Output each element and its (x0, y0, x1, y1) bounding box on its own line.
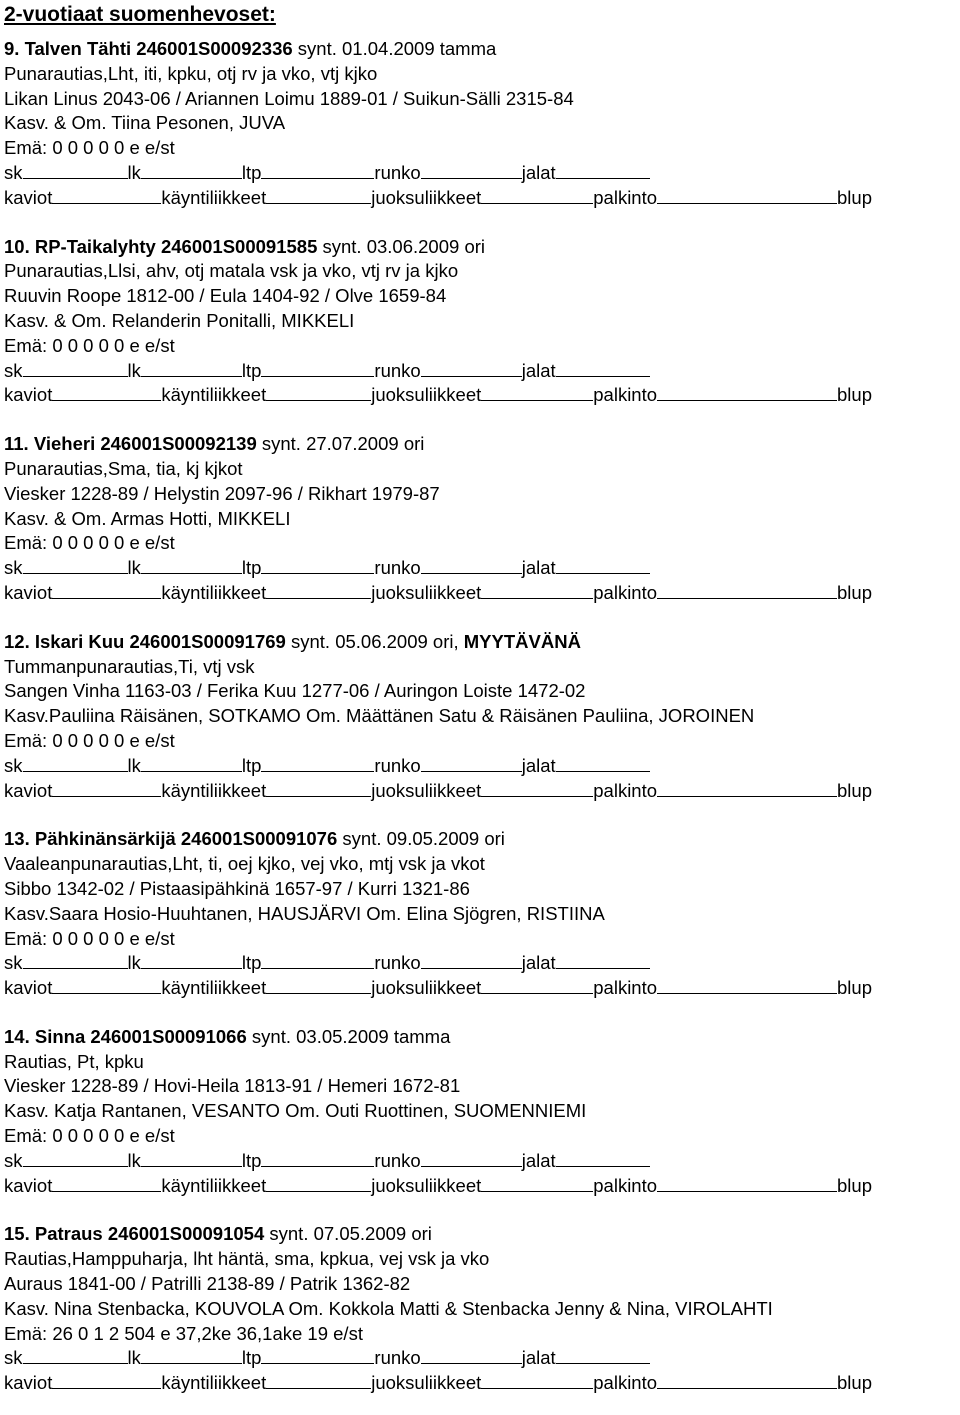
field-label: jalat (521, 359, 556, 381)
fill-in-blank[interactable] (261, 375, 374, 377)
fill-in-blank[interactable] (141, 967, 242, 969)
field-label: palkinto (593, 1372, 658, 1394)
field-label: jalat (521, 557, 556, 579)
score-row-2 (4, 186, 956, 211)
field-label: palkinto (593, 384, 658, 406)
horse-entry (4, 1025, 956, 1223)
horse-entry (4, 235, 956, 433)
horse-entry (4, 630, 956, 828)
entry-spacer (4, 408, 956, 432)
score-row-1 (4, 951, 956, 976)
field-label: ltp (241, 1149, 262, 1171)
entry-number: 10. (4, 235, 30, 257)
score-row-1 (4, 1149, 956, 1174)
entry-header (4, 37, 956, 62)
entry-header (4, 1222, 956, 1247)
fill-in-blank[interactable] (556, 572, 650, 574)
field-label: ltp (241, 1347, 262, 1369)
entry-pedigree: Ruuvin Roope 1812-00 / Eula 1404-92 / Olve 1659-84 (4, 285, 447, 307)
field-label: lk (127, 1347, 141, 1369)
entry-spacer (4, 1001, 956, 1025)
fill-in-blank[interactable] (261, 177, 374, 179)
fill-in-blank[interactable] (266, 992, 371, 994)
entry-color: Rautias,Hamppuharja, lht häntä, sma, kpkua, vej vsk ja vko (4, 1248, 490, 1270)
entry-header (4, 630, 956, 655)
entry-owner: Kasv.Saara Hosio-Huuhtanen, HAUSJÄRVI Om. Elina Sjögren, RISTIINA (4, 902, 605, 924)
field-label: käyntiliikkeet (161, 977, 267, 999)
fill-in-blank[interactable] (261, 770, 374, 772)
field-label: kaviot (4, 779, 53, 801)
fill-in-blank[interactable] (556, 770, 650, 772)
fill-in-blank[interactable] (421, 375, 522, 377)
entry-owner: Kasv. & Om. Tiina Pesonen, JUVA (4, 112, 286, 134)
entry-owner: Kasv. & Om. Relanderin Ponitalli, MIKKELI (4, 309, 355, 331)
fill-in-blank[interactable] (421, 1362, 522, 1364)
entry-spacer (4, 1198, 956, 1222)
field-label: sk (4, 952, 23, 974)
field-label: kaviot (4, 977, 53, 999)
field-label: sk (4, 557, 23, 579)
field-label: palkinto (593, 1174, 658, 1196)
field-label: blup (837, 977, 872, 999)
field-label: lk (127, 557, 141, 579)
field-label: blup (837, 779, 872, 801)
fill-in-blank[interactable] (23, 1362, 128, 1364)
birth-info: synt. 27.07.2009 ori (256, 433, 425, 455)
fill-in-blank[interactable] (261, 1165, 374, 1167)
score-row-2 (4, 581, 956, 606)
entry-spacer (4, 211, 956, 235)
fill-in-blank[interactable] (421, 770, 522, 772)
fill-in-blank[interactable] (481, 1387, 593, 1389)
horse-entry (4, 37, 956, 235)
score-row-2 (4, 383, 956, 408)
entry-header (4, 1025, 956, 1050)
field-label: käyntiliikkeet (161, 186, 267, 208)
field-label: runko (374, 557, 421, 579)
field-label: runko (374, 359, 421, 381)
fill-in-blank[interactable] (52, 1387, 161, 1389)
score-row-1 (4, 161, 956, 186)
field-label: käyntiliikkeet (161, 1174, 267, 1196)
field-label: sk (4, 1347, 23, 1369)
fill-in-blank[interactable] (556, 967, 650, 969)
field-label: blup (837, 581, 872, 603)
horse-name: Talven Tähti 246001S00092336 (24, 38, 293, 59)
field-label: jalat (521, 1149, 556, 1171)
field-label: blup (837, 1174, 872, 1196)
field-label: juoksuliikkeet (371, 1372, 482, 1394)
field-label: blup (837, 1372, 872, 1394)
fill-in-blank[interactable] (23, 1165, 128, 1167)
field-label: runko (374, 1347, 421, 1369)
entry-header (4, 827, 956, 852)
fill-in-blank[interactable] (657, 1387, 837, 1389)
fill-in-blank[interactable] (52, 399, 161, 401)
field-label: juoksuliikkeet (371, 186, 482, 208)
fill-in-blank[interactable] (481, 597, 593, 599)
entry-pedigree: Viesker 1228-89 / Hovi-Heila 1813-91 / Hemeri 1672-81 (4, 1075, 461, 1097)
field-label: palkinto (593, 779, 658, 801)
entry-color: Punarautias,Llsi, ahv, otj matala vsk ja vko, vtj rv ja kjko (4, 260, 459, 282)
fill-in-blank[interactable] (266, 202, 371, 204)
field-label: juoksuliikkeet (371, 1174, 482, 1196)
entry-number: 11. (4, 433, 29, 455)
fill-in-blank[interactable] (23, 770, 128, 772)
horse-entry (4, 432, 956, 630)
entry-number: 15. (4, 1223, 30, 1245)
field-label: palkinto (593, 581, 658, 603)
field-label: ltp (241, 161, 262, 183)
field-label: runko (374, 754, 421, 776)
entry-pedigree: Sangen Vinha 1163-03 / Ferika Kuu 1277-06 / Auringon Loiste 1472-02 (4, 680, 586, 702)
entry-pedigree: Viesker 1228-89 / Helystin 2097-96 / Rikhart 1979-87 (4, 482, 440, 504)
field-label: blup (837, 384, 872, 406)
entry-ema: Emä: 26 0 1 2 504 e 37,2ke 36,1ake 19 e/st (4, 1322, 363, 1344)
fill-in-blank[interactable] (266, 399, 371, 401)
entry-number: 12. (4, 630, 30, 652)
field-label: lk (127, 754, 141, 776)
fill-in-blank[interactable] (141, 375, 242, 377)
horse-name: Pähkinänsärkijä 246001S00091076 (34, 828, 338, 850)
field-label: juoksuliikkeet (371, 977, 482, 999)
field-label: kaviot (4, 1174, 53, 1196)
fill-in-blank[interactable] (141, 770, 242, 772)
fill-in-blank[interactable] (556, 1165, 650, 1167)
field-label: juoksuliikkeet (371, 581, 482, 603)
fill-in-blank[interactable] (141, 1362, 242, 1364)
entry-ema: Emä: 0 0 0 0 0 e e/st (4, 1125, 175, 1147)
fill-in-blank[interactable] (481, 992, 593, 994)
fill-in-blank[interactable] (657, 795, 837, 797)
entry-number: 14. (4, 1025, 30, 1047)
entry-color: Punarautias,Sma, tia, kj kjkot (4, 457, 243, 479)
entry-color: Rautias, Pt, kpku (4, 1050, 144, 1072)
score-row-2 (4, 976, 956, 1001)
fill-in-blank[interactable] (23, 572, 128, 574)
field-label: lk (127, 1149, 141, 1171)
entry-pedigree: Sibbo 1342-02 / Pistaasipähkinä 1657-97 / Kurri 1321-86 (4, 877, 470, 899)
fill-in-blank[interactable] (657, 202, 837, 204)
fill-in-blank[interactable] (52, 202, 161, 204)
field-label: kaviot (4, 581, 53, 603)
field-label: blup (837, 186, 872, 208)
field-label: sk (4, 161, 23, 183)
birth-info: synt. 07.05.2009 ori (264, 1223, 432, 1245)
fill-in-blank[interactable] (266, 795, 371, 797)
fill-in-blank[interactable] (556, 375, 650, 377)
birth-info: synt. 03.05.2009 tamma (246, 1025, 451, 1047)
horse-name: Vieheri 246001S00092139 (33, 433, 257, 455)
fill-in-blank[interactable] (141, 1165, 242, 1167)
fill-in-blank[interactable] (481, 399, 593, 401)
fill-in-blank[interactable] (141, 177, 242, 179)
entry-header (4, 432, 956, 457)
field-label: runko (374, 161, 421, 183)
fill-in-blank[interactable] (657, 992, 837, 994)
fill-in-blank[interactable] (52, 992, 161, 994)
fill-in-blank[interactable] (481, 1190, 593, 1192)
fill-in-blank[interactable] (481, 202, 593, 204)
field-label: runko (374, 1149, 421, 1171)
field-label: kaviot (4, 186, 53, 208)
fill-in-blank[interactable] (266, 597, 371, 599)
field-label: jalat (521, 952, 556, 974)
entry-ema: Emä: 0 0 0 0 0 e e/st (4, 334, 175, 356)
entry-spacer (4, 606, 956, 630)
field-label: lk (127, 359, 141, 381)
birth-info: synt. 01.04.2009 tamma (292, 38, 497, 59)
fill-in-blank[interactable] (261, 1362, 374, 1364)
fill-in-blank[interactable] (52, 597, 161, 599)
fill-in-blank[interactable] (657, 1190, 837, 1192)
entry-owner: Kasv. Katja Rantanen, VESANTO Om. Outi Ruottinen, SUOMENNIEMI (4, 1100, 587, 1122)
fill-in-blank[interactable] (556, 177, 650, 179)
score-row-1 (4, 1346, 956, 1371)
entries-list (4, 37, 956, 1396)
fill-in-blank[interactable] (657, 597, 837, 599)
birth-info: synt. 03.06.2009 ori (317, 235, 485, 257)
score-row-1 (4, 359, 956, 384)
entry-owner: Kasv. & Om. Armas Hotti, MIKKELI (4, 507, 291, 529)
document-page (4, 0, 956, 1396)
entry-pedigree: Auraus 1841-00 / Patrilli 2138-89 / Patrik 1362-82 (4, 1273, 411, 1295)
entry-ema: Emä: 0 0 0 0 0 e e/st (4, 927, 175, 949)
entry-ema: Emä: 0 0 0 0 0 e e/st (4, 729, 175, 751)
field-label: sk (4, 1149, 23, 1171)
score-row-2 (4, 1371, 956, 1396)
field-label: sk (4, 754, 23, 776)
field-label: jalat (521, 754, 556, 776)
field-label: juoksuliikkeet (371, 384, 482, 406)
entry-color: Vaaleanpunarautias,Lht, ti, oej kjko, vej vko, mtj vsk ja vkot (4, 853, 485, 875)
entry-owner: Kasv. Nina Stenbacka, KOUVOLA Om. Kokkola Matti & Stenbacka Jenny & Nina, VIROLAHTI (4, 1297, 773, 1319)
entry-spacer (4, 803, 956, 827)
fill-in-blank[interactable] (481, 795, 593, 797)
entry-header (4, 235, 956, 260)
field-label: kaviot (4, 384, 53, 406)
field-label: kaviot (4, 1372, 53, 1394)
field-label: lk (127, 161, 141, 183)
entry-ema: Emä: 0 0 0 0 0 e e/st (4, 532, 175, 554)
entry-pedigree: Likan Linus 2043-06 / Ariannen Loimu 1889-01 / Suikun-Sälli 2315-84 (4, 87, 574, 109)
field-label: ltp (241, 952, 262, 974)
entry-ema: Emä: 0 0 0 0 0 e e/st (4, 137, 175, 159)
entry-color: Punarautias,Lht, iti, kpku, otj rv ja vko, vtj kjko (4, 62, 378, 84)
field-label: ltp (241, 754, 262, 776)
field-label: käyntiliikkeet (161, 779, 267, 801)
score-row-1 (4, 754, 956, 779)
fill-in-blank[interactable] (421, 572, 522, 574)
fill-in-blank[interactable] (23, 967, 128, 969)
fill-in-blank[interactable] (261, 572, 374, 574)
field-label: jalat (521, 1347, 556, 1369)
sale-note: MYYTÄVÄNÄ (463, 630, 581, 652)
horse-entry (4, 1222, 956, 1396)
fill-in-blank[interactable] (141, 572, 242, 574)
fill-in-blank[interactable] (23, 177, 128, 179)
fill-in-blank[interactable] (261, 967, 374, 969)
score-row-2 (4, 1174, 956, 1199)
fill-in-blank[interactable] (52, 1190, 161, 1192)
field-label: ltp (241, 359, 262, 381)
field-label: ltp (241, 557, 262, 579)
field-label: käyntiliikkeet (161, 1372, 267, 1394)
horse-name: Patraus 246001S00091054 (34, 1223, 265, 1245)
page-title: 2-vuotiaat suomenhevoset: (4, 3, 276, 26)
birth-info: synt. 09.05.2009 ori (337, 828, 505, 850)
fill-in-blank[interactable] (421, 177, 522, 179)
horse-entry (4, 827, 956, 1025)
entry-color: Tummanpunarautias,Ti, vtj vsk (4, 655, 255, 677)
field-label: palkinto (593, 186, 658, 208)
horse-name: Iskari Kuu 246001S00091769 (34, 630, 286, 652)
field-label: käyntiliikkeet (161, 384, 267, 406)
horse-name: RP-Taikalyhty 246001S00091585 (34, 235, 318, 257)
fill-in-blank[interactable] (52, 795, 161, 797)
fill-in-blank[interactable] (556, 1362, 650, 1364)
field-label: juoksuliikkeet (371, 779, 482, 801)
fill-in-blank[interactable] (266, 1387, 371, 1389)
field-label: lk (127, 952, 141, 974)
horse-name: Sinna 246001S00091066 (34, 1025, 247, 1047)
entry-number: 13. (4, 828, 30, 850)
field-label: runko (374, 952, 421, 974)
fill-in-blank[interactable] (23, 375, 128, 377)
field-label: palkinto (593, 977, 658, 999)
score-row-2 (4, 779, 956, 804)
fill-in-blank[interactable] (266, 1190, 371, 1192)
fill-in-blank[interactable] (657, 399, 837, 401)
field-label: sk (4, 359, 23, 381)
field-label: käyntiliikkeet (161, 581, 267, 603)
birth-info: synt. 05.06.2009 ori, (285, 630, 464, 652)
fill-in-blank[interactable] (421, 967, 522, 969)
field-label: jalat (521, 161, 556, 183)
entry-owner: Kasv.Pauliina Räisänen, SOTKAMO Om. Määttänen Satu & Räisänen Pauliina, JOROINEN (4, 705, 755, 727)
fill-in-blank[interactable] (421, 1165, 522, 1167)
entry-number: 9. (4, 38, 20, 59)
score-row-1 (4, 556, 956, 581)
